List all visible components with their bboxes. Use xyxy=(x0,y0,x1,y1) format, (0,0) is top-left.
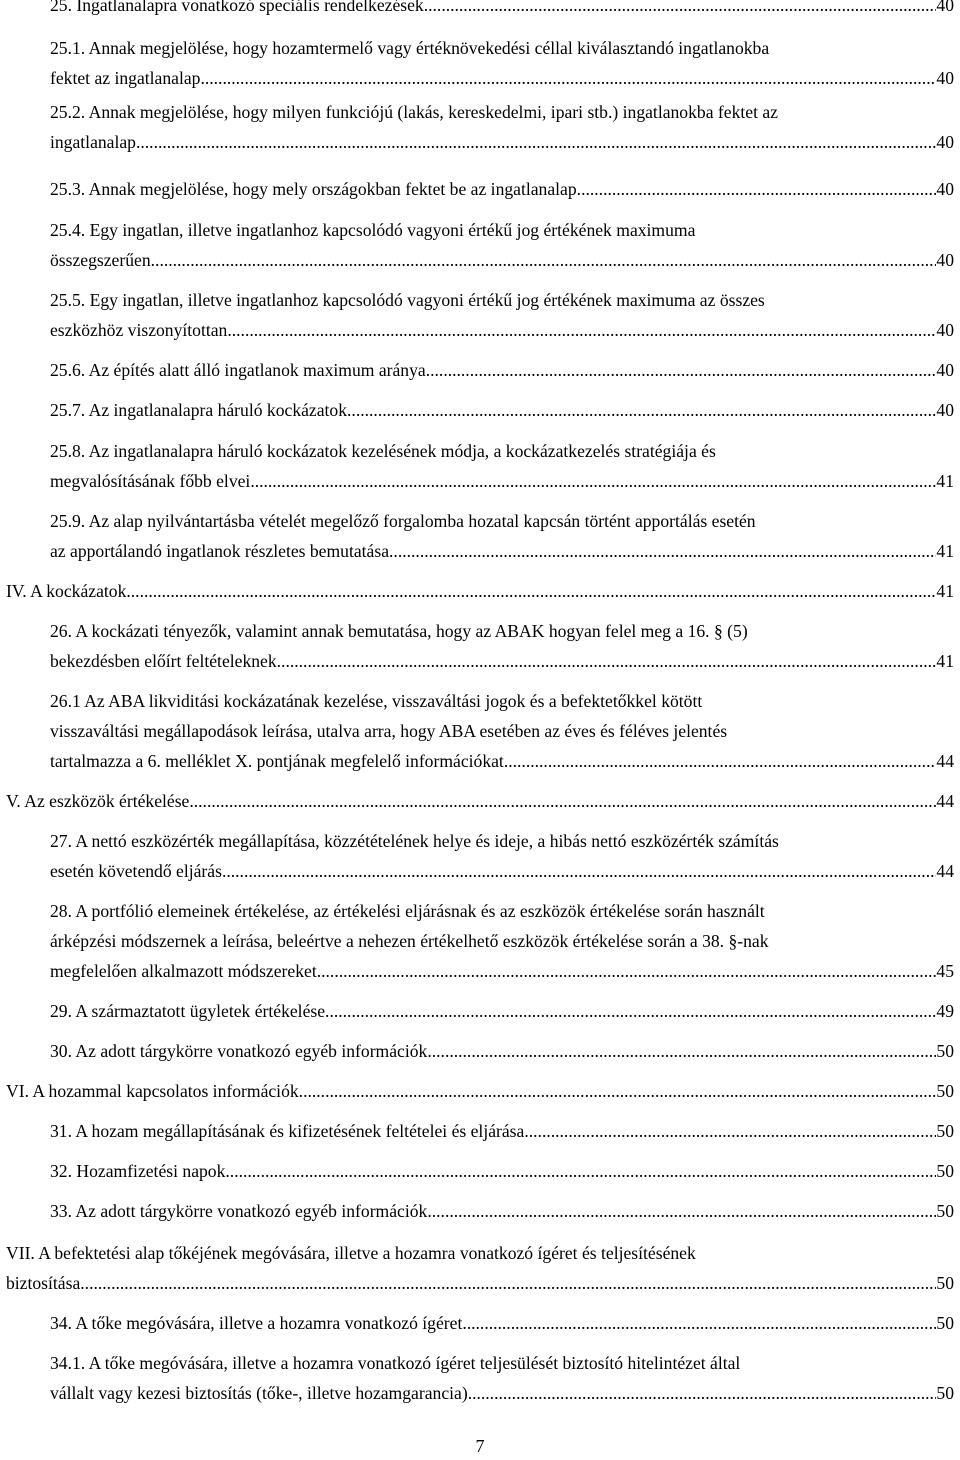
dot-leader xyxy=(227,315,936,345)
toc-entry-line: 25.8. Az ingatlanalapra háruló kockázatok kezelésének módja, a kockázatkezelés stratégiája és xyxy=(50,441,716,461)
dot-leader xyxy=(151,245,937,275)
toc-entry[interactable] xyxy=(50,436,954,496)
toc-page-number: 41 xyxy=(936,541,954,561)
toc-entry-title: vállalt vagy kezesi biztosítás (tőke-, illetve hozamgarancia) xyxy=(50,1383,468,1403)
page-number: 7 xyxy=(475,1436,485,1456)
toc-entry-line: 34.1. A tőke megóvására, illetve a hozamra vonatkozó ígéret teljesülését biztosító hitelintézet által xyxy=(50,1353,741,1373)
dot-leader xyxy=(389,536,936,566)
toc-entry[interactable] xyxy=(50,395,954,425)
toc-entry-title: 25.3. Annak megjelölése, hogy mely országokban fektet be az ingatlanalap xyxy=(50,179,577,199)
toc-entry[interactable] xyxy=(50,1116,954,1146)
dot-leader xyxy=(222,856,936,886)
dot-leader xyxy=(80,1268,936,1298)
toc-entry-line: 25.5. Egy ingatlan, illetve ingatlanhoz kapcsolódó vagyoni értékű jog értékének maximuma az összes xyxy=(50,290,765,310)
toc-entry-title: bekezdésben előírt feltételeknek xyxy=(50,651,277,671)
toc-entry-line: visszaváltási megállapodások leírása, utalva arra, hogy ABA esetében az éves és féléves jelentés xyxy=(50,721,728,741)
toc-entry[interactable] xyxy=(50,1156,954,1186)
toc-page-number: 41 xyxy=(936,581,954,601)
toc-entry-title: 32. Hozamfizetési napok xyxy=(50,1161,226,1181)
toc-entry[interactable] xyxy=(50,506,954,566)
toc-page-number: 50 xyxy=(936,1273,954,1293)
toc-entry-line: 26.1 Az ABA likviditási kockázatának kezelése, visszaváltási jogok és a befektetőkkel kötött xyxy=(50,691,703,711)
dot-leader xyxy=(427,1036,936,1066)
toc-entry[interactable] xyxy=(50,215,954,275)
dot-leader xyxy=(325,996,936,1026)
dot-leader xyxy=(200,63,936,93)
dot-leader xyxy=(504,746,937,776)
toc-page-number: 40 xyxy=(936,68,954,88)
toc-entry-title: 30. Az adott tárgykörre vonatkozó egyéb információk xyxy=(50,1041,428,1061)
toc-page-number: 44 xyxy=(936,861,954,881)
toc-entry-title: IV. A kockázatok xyxy=(6,581,127,601)
toc-entry[interactable] xyxy=(50,97,954,157)
dot-leader xyxy=(250,466,936,496)
toc-entry[interactable] xyxy=(50,33,954,93)
toc-entry-line: 25.4. Egy ingatlan, illetve ingatlanhoz kapcsolódó vagyoni értékű jog értékének maximuma xyxy=(50,220,696,240)
toc-entry-title: összegszerűen xyxy=(50,250,151,270)
toc-entry-title: megfelelően alkalmazott módszereket xyxy=(50,961,317,981)
toc-entry-title: 29. A származtatott ügyletek értékelése xyxy=(50,1001,326,1021)
toc-entry[interactable] xyxy=(6,576,954,606)
dot-leader xyxy=(524,1116,936,1146)
toc-entry-line: 26. A kockázati tényezők, valamint annak bemutatása, hogy az ABAK hogyan felel meg a 16. § (5) xyxy=(50,621,748,641)
toc-page-number: 50 xyxy=(936,1201,954,1221)
toc-entry-title: esetén követendő eljárás xyxy=(50,861,222,881)
toc-page-number: 40 xyxy=(936,360,954,380)
dot-leader xyxy=(189,786,936,816)
toc-entry-line: 28. A portfólió elemeinek értékelése, az értékelési eljárásnak és az eszközök értékelése során használt xyxy=(50,901,765,921)
toc-page-number: 40 xyxy=(936,400,954,420)
dot-leader xyxy=(225,1156,936,1186)
toc-page-number: 45 xyxy=(936,961,954,981)
toc-entry[interactable] xyxy=(50,355,954,385)
toc-entry-title: VI. A hozammal kapcsolatos információk xyxy=(6,1081,299,1101)
toc-entry[interactable] xyxy=(6,1238,954,1298)
toc-page-number: 40 xyxy=(936,320,954,340)
toc-page-number: 50 xyxy=(936,1121,954,1141)
toc-entry-line: 25.2. Annak megjelölése, hogy milyen funkciójú (lakás, kereskedelmi, ipari stb.) ingatlanokba fektet az xyxy=(50,102,778,122)
toc-page-number: 41 xyxy=(936,471,954,491)
dot-leader xyxy=(317,956,937,986)
dot-leader xyxy=(462,1308,936,1338)
toc-entry[interactable] xyxy=(50,996,954,1026)
toc-entry-title: az apportálandó ingatlanok részletes bemutatása xyxy=(50,541,390,561)
toc-entry[interactable] xyxy=(6,1076,954,1106)
toc-page-number: 50 xyxy=(936,1081,954,1101)
toc-entry-title: 25.6. Az építés alatt álló ingatlanok maximum aránya xyxy=(50,360,426,380)
toc-entry-title: biztosítása xyxy=(6,1273,81,1293)
toc-entry-line: 27. A nettó eszközérték megállapítása, közzétételének helye és ideje, a hibás nettó eszközérték számítás xyxy=(50,831,779,851)
toc-entry[interactable] xyxy=(6,786,954,816)
toc-entry[interactable] xyxy=(50,1348,954,1408)
toc-entry-line: árképzési módszernek a leírása, beleértve a nehezen értékelhető eszközök értékelése során a 38. §-nak xyxy=(50,931,769,951)
toc-entry[interactable] xyxy=(50,896,954,986)
toc-entry-title: 25. Ingatlanalapra vonatkozó speciális rendelkezések xyxy=(50,0,424,15)
toc-entry[interactable] xyxy=(50,174,954,204)
toc-entry[interactable] xyxy=(50,826,954,886)
toc-entry-title: fektet az ingatlanalap xyxy=(50,68,201,88)
dot-leader xyxy=(427,1196,936,1226)
toc-page-number: 40 xyxy=(936,250,954,270)
toc-entry-title: ingatlanalap xyxy=(50,132,136,152)
toc-entry-line: VII. A befektetési alap tőkéjének megóvására, illetve a hozamra vonatkozó ígéret és teljesítésének xyxy=(6,1243,696,1263)
toc-entry[interactable] xyxy=(50,686,954,776)
dot-leader xyxy=(424,0,937,20)
toc-entry[interactable] xyxy=(50,1308,954,1338)
toc-entry[interactable] xyxy=(50,0,954,20)
toc-entry[interactable] xyxy=(50,285,954,345)
dot-leader xyxy=(577,174,937,204)
toc-entry-title: 31. A hozam megállapításának és kifizetésének feltételei és eljárása xyxy=(50,1121,525,1141)
toc-page-number: 40 xyxy=(936,179,954,199)
toc-entry[interactable] xyxy=(50,1036,954,1066)
toc-entry-title: 25.7. Az ingatlanalapra háruló kockázatok xyxy=(50,400,348,420)
toc-page-number: 50 xyxy=(936,1161,954,1181)
toc-entry-line: 25.9. Az alap nyilvántartásba vételét megelőző forgalomba hozatal kapcsán történt apportálás esetén xyxy=(50,511,756,531)
toc-page-number: 40 xyxy=(936,0,954,15)
toc-page-number: 50 xyxy=(936,1313,954,1333)
dot-leader xyxy=(426,355,937,385)
toc-entry-title: 34. A tőke megóvására, illetve a hozamra vonatkozó ígéret xyxy=(50,1313,463,1333)
toc-entry-title: megvalósításának főbb elvei xyxy=(50,471,251,491)
dot-leader xyxy=(136,127,936,157)
toc-page-number: 44 xyxy=(936,791,954,811)
toc-page-number: 50 xyxy=(936,1041,954,1061)
dot-leader xyxy=(299,1076,937,1106)
toc-entry[interactable] xyxy=(50,1196,954,1226)
dot-leader xyxy=(468,1378,937,1408)
toc-page-number: 41 xyxy=(936,651,954,671)
toc-entry-line: 25.1. Annak megjelölése, hogy hozamtermelő vagy értéknövekedési céllal kiválasztandó ingatlanokba xyxy=(50,38,770,58)
toc-page-number: 50 xyxy=(936,1383,954,1403)
toc-entry-title: V. Az eszközök értékelése xyxy=(6,791,190,811)
dot-leader xyxy=(277,646,937,676)
toc-page-number: 44 xyxy=(936,751,954,771)
toc-entry[interactable] xyxy=(50,616,954,676)
toc-entry-title: eszközhöz viszonyítottan xyxy=(50,320,228,340)
dot-leader xyxy=(126,576,936,606)
dot-leader xyxy=(347,395,936,425)
toc-entry-title: tartalmazza a 6. melléklet X. pontjának megfelelő információkat xyxy=(50,751,504,771)
toc-entry-title: 33. Az adott tárgykörre vonatkozó egyéb információk xyxy=(50,1201,428,1221)
toc-page-number: 40 xyxy=(936,132,954,152)
toc-page-number: 49 xyxy=(936,1001,954,1021)
